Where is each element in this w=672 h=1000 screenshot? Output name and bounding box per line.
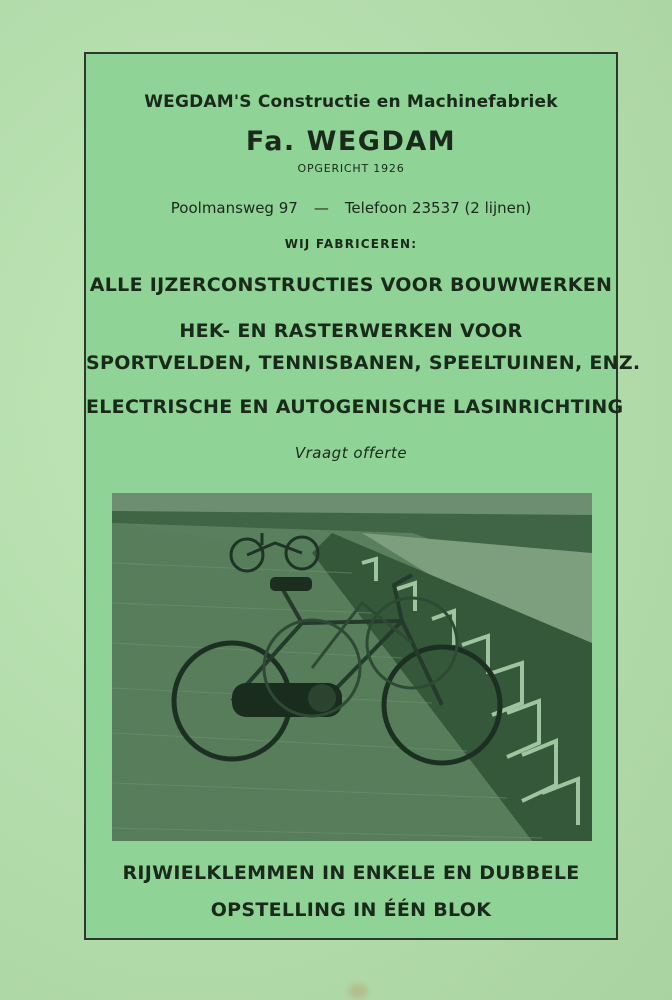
we-make-heading: WIJ FABRICEREN: bbox=[284, 237, 418, 251]
phone-number: Telefoon 23537 (2 lijnen) bbox=[344, 199, 532, 217]
paper-stain bbox=[348, 984, 368, 998]
separator: — bbox=[313, 199, 329, 217]
address: Poolmansweg 97 bbox=[170, 199, 298, 217]
footer-line: OPSTELLING IN ÉÉN BLOK bbox=[210, 899, 492, 921]
advertisement-panel bbox=[84, 52, 641, 940]
founded-year: OPGERICHT 1926 bbox=[297, 162, 405, 175]
product-line: ALLE IJZERCONSTRUCTIES VOOR BOUWWERKEN bbox=[89, 274, 613, 296]
product-line: ELECTRISCHE EN AUTOGENISCHE LASINRICHTING bbox=[86, 396, 624, 418]
bicycle-rack-illustration bbox=[112, 493, 592, 841]
company-heading: WEGDAM'S Constructie en Machinefabriek bbox=[144, 92, 558, 112]
firm-name: Fa. WEGDAM bbox=[245, 126, 457, 157]
product-line: HEK- EN RASTERWERKEN VOOR bbox=[179, 320, 523, 342]
request-quote: Vraagt offerte bbox=[294, 444, 408, 462]
footer-line: RIJWIELKLEMMEN IN ENKELE EN DUBBELE bbox=[122, 862, 580, 884]
product-line: SPORTVELDEN, TENNISBANEN, SPEELTUINEN, ENZ. bbox=[86, 352, 641, 374]
contact-line bbox=[86, 199, 616, 217]
bicycle-rack-photo bbox=[112, 493, 592, 841]
